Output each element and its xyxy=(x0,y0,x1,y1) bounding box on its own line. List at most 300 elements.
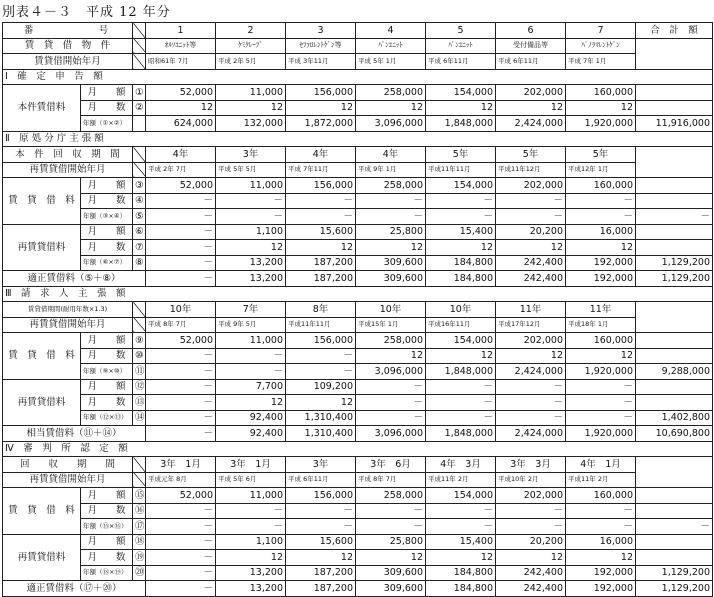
property-name: ﾊﾟﾉﾗﾏﾚﾝﾄｹﾞﾝ xyxy=(566,38,636,54)
period-value: 7年 xyxy=(216,302,286,318)
group-label: 再賃貸借料 xyxy=(3,379,81,426)
value-cell: 15,600 xyxy=(286,224,356,240)
value-cell: 192,000 xyxy=(566,565,636,581)
value-cell: 202,000 xyxy=(496,178,566,194)
value-cell: 13,200 xyxy=(216,255,286,271)
row-mark: ③ xyxy=(133,178,146,194)
value-cell: 2,424,000 xyxy=(496,364,566,380)
row-mark xyxy=(133,116,146,132)
row-label: 月 額 xyxy=(81,224,133,240)
value-cell: 12 xyxy=(426,348,496,364)
value-cell: － xyxy=(146,209,216,225)
value-cell: 20,200 xyxy=(496,224,566,240)
period-value: 5年 xyxy=(566,147,636,163)
row-mark: ⑱ xyxy=(133,534,146,550)
diagonal-cell xyxy=(133,23,146,39)
row-label: 月 額 xyxy=(81,379,133,395)
proper-row xyxy=(3,426,713,442)
value-cell: 12 xyxy=(216,240,286,256)
proper-value: 13,200 xyxy=(216,581,286,597)
row-label: 月 額 xyxy=(81,534,133,550)
value-cell: 160,000 xyxy=(566,178,636,194)
period-value: 10年 xyxy=(356,302,426,318)
value-cell: 12 xyxy=(216,395,286,411)
period-row xyxy=(3,302,713,318)
value-cell: － xyxy=(146,193,216,209)
row-label: 月 額 xyxy=(81,333,133,349)
group-label: 賃 貸 借 料 xyxy=(3,178,81,225)
value-cell: － xyxy=(426,193,496,209)
row-mark: ② xyxy=(133,100,146,116)
value-cell: － xyxy=(566,410,636,426)
value-cell: 154,000 xyxy=(426,488,496,504)
value-cell: 12 xyxy=(216,100,286,116)
value-cell: － xyxy=(286,519,356,535)
proper-value: 187,200 xyxy=(286,271,356,287)
total-label: 合 計 額 xyxy=(636,23,713,39)
value-cell: 16,000 xyxy=(566,224,636,240)
proper-row xyxy=(3,581,713,597)
value-row xyxy=(3,209,713,225)
proper-value: 309,600 xyxy=(356,581,426,597)
value-row xyxy=(3,488,713,504)
period-value: 5年 xyxy=(496,147,566,163)
restart-date: 平成17年12月 xyxy=(496,317,566,333)
proper-value: 192,000 xyxy=(566,581,636,597)
property-name: ﾊﾞﾝﾕﾆｯﾄ xyxy=(356,38,426,54)
value-cell: 242,400 xyxy=(496,565,566,581)
row-label: 年額（⑱×⑲） xyxy=(81,565,133,581)
value-cell: 11,000 xyxy=(216,488,286,504)
restart-date: 平成 6年11月 xyxy=(286,472,356,488)
value-cell: 92,400 xyxy=(216,410,286,426)
value-cell: 309,600 xyxy=(356,255,426,271)
total-cell xyxy=(636,85,713,101)
value-cell: 187,200 xyxy=(286,255,356,271)
value-cell: － xyxy=(566,193,636,209)
restart-date: 平成 7年11月 xyxy=(286,162,356,178)
group-label: 再賃貸借料 xyxy=(3,224,81,271)
restart-date: 平成 5年 5月 xyxy=(216,162,286,178)
row-label: 年額（⑥×⑦） xyxy=(81,255,133,271)
value-cell: 156,000 xyxy=(286,85,356,101)
row-label: 月 額 xyxy=(81,488,133,504)
value-cell: 52,000 xyxy=(146,333,216,349)
row-mark: ⑬ xyxy=(133,395,146,411)
start-date: 平成 3年11月 xyxy=(286,54,356,70)
column-number: 3 xyxy=(286,23,356,39)
total-cell xyxy=(636,534,713,550)
value-cell: － xyxy=(146,534,216,550)
restart-date: 平成 2年 7月 xyxy=(146,162,216,178)
property-name: ｾﾌｧﾛﾚﾝﾄｹﾞﾝ等 xyxy=(286,38,356,54)
value-row xyxy=(3,379,713,395)
value-cell: 12 xyxy=(286,100,356,116)
value-cell: 12 xyxy=(216,550,286,566)
value-cell: 154,000 xyxy=(426,178,496,194)
restart-date: 平成 9年 1月 xyxy=(356,162,426,178)
proper-value: 242,400 xyxy=(496,581,566,597)
value-cell: 12 xyxy=(286,395,356,411)
restart-date: 平成11年11月 xyxy=(426,162,496,178)
row-label: 年額（①×②） xyxy=(81,116,133,132)
value-cell: － xyxy=(286,193,356,209)
total-cell xyxy=(636,333,713,349)
restart-date: 平成 5年 6月 xyxy=(216,472,286,488)
proper-value: 92,400 xyxy=(216,426,286,442)
value-cell: － xyxy=(146,550,216,566)
proper-value: 1,920,000 xyxy=(566,426,636,442)
value-cell: 160,000 xyxy=(566,85,636,101)
value-cell: 15,600 xyxy=(286,534,356,550)
value-cell: 25,800 xyxy=(356,534,426,550)
property-name: ﾊﾞﾝﾕﾆｯﾄ xyxy=(426,38,496,54)
column-number: 2 xyxy=(216,23,286,39)
row-label: 月 数 xyxy=(81,395,133,411)
blank-cell xyxy=(636,457,713,488)
value-cell: 12 xyxy=(566,100,636,116)
row-label: 月 数 xyxy=(81,550,133,566)
period-value: 5年 xyxy=(426,147,496,163)
value-row xyxy=(3,224,713,240)
column-number: 1 xyxy=(146,23,216,39)
value-cell: － xyxy=(286,503,356,519)
restart-label: 再賃貸借開始年月 xyxy=(3,162,133,178)
period-value: 4年 3月 xyxy=(426,457,496,473)
value-cell: 1,100 xyxy=(216,534,286,550)
restart-row xyxy=(3,162,713,178)
restart-date: 平成11年 2月 xyxy=(426,472,496,488)
total-cell: － xyxy=(636,209,713,225)
value-cell: － xyxy=(426,410,496,426)
value-row xyxy=(3,333,713,349)
row-label: 年額（⑮×⑯） xyxy=(81,519,133,535)
row-mark: ⑦ xyxy=(133,240,146,256)
value-cell: 52,000 xyxy=(146,488,216,504)
value-row xyxy=(3,348,713,364)
value-cell: 202,000 xyxy=(496,85,566,101)
total-cell xyxy=(636,224,713,240)
diagonal-cell xyxy=(133,317,146,333)
proper-value: － xyxy=(146,426,216,442)
value-cell: 1,920,000 xyxy=(566,116,636,132)
value-cell: 11,000 xyxy=(216,85,286,101)
restart-date: 平成12年 1月 xyxy=(566,162,636,178)
start-label: 賃貸借開始年月 xyxy=(3,54,133,70)
value-cell: 184,800 xyxy=(426,255,496,271)
lease-table xyxy=(2,22,713,597)
total-cell xyxy=(636,503,713,519)
value-cell: 156,000 xyxy=(286,488,356,504)
start-date: 平成 2年 5月 xyxy=(216,54,286,70)
period-value: 3年 3月 xyxy=(496,457,566,473)
value-cell: 12 xyxy=(426,550,496,566)
value-cell: 52,000 xyxy=(146,178,216,194)
value-cell: － xyxy=(356,410,426,426)
value-cell: 202,000 xyxy=(496,488,566,504)
proper-value: － xyxy=(146,271,216,287)
restart-label: 再賃貸借開始年月 xyxy=(3,317,133,333)
value-row xyxy=(3,255,713,271)
value-cell: 12 xyxy=(356,348,426,364)
header-number-row xyxy=(3,23,713,39)
value-cell: － xyxy=(286,209,356,225)
blank-cell xyxy=(636,147,713,178)
value-cell: 52,000 xyxy=(146,85,216,101)
total-cell xyxy=(636,348,713,364)
value-cell: 13,200 xyxy=(216,565,286,581)
proper-row xyxy=(3,271,713,287)
value-cell: 624,000 xyxy=(146,116,216,132)
period-value: 4年 xyxy=(286,147,356,163)
value-cell: － xyxy=(496,379,566,395)
value-cell: － xyxy=(566,519,636,535)
restart-date: 平成11年 2月 xyxy=(566,472,636,488)
value-cell: 12 xyxy=(496,550,566,566)
value-cell: 11,000 xyxy=(216,178,286,194)
value-row xyxy=(3,100,713,116)
value-cell: 192,000 xyxy=(566,255,636,271)
value-cell: 132,000 xyxy=(216,116,286,132)
total-cell xyxy=(636,178,713,194)
value-cell: － xyxy=(426,503,496,519)
header-property-row xyxy=(3,38,713,54)
value-cell: 154,000 xyxy=(426,85,496,101)
value-cell: － xyxy=(426,209,496,225)
period-label: 本 件 回 収 期 間 xyxy=(3,147,133,163)
value-cell: 12 xyxy=(566,348,636,364)
total-cell xyxy=(636,240,713,256)
blank-cell xyxy=(636,302,713,333)
section-heading: Ⅲ 請 求 人 主 張 額 xyxy=(3,286,713,302)
period-value: 3年 6月 xyxy=(356,457,426,473)
total-cell xyxy=(636,100,713,116)
value-cell: 258,000 xyxy=(356,178,426,194)
column-number: 4 xyxy=(356,23,426,39)
value-row xyxy=(3,116,713,132)
row-mark: ⑤ xyxy=(133,209,146,225)
value-cell: 12 xyxy=(566,550,636,566)
total-cell: 1,402,800 xyxy=(636,410,713,426)
restart-date: 平成10年 2月 xyxy=(496,472,566,488)
value-row xyxy=(3,240,713,256)
restart-date: 平成 9年 5月 xyxy=(216,317,286,333)
total-cell xyxy=(636,193,713,209)
proper-value: 192,000 xyxy=(566,271,636,287)
period-value: 11年 xyxy=(566,302,636,318)
value-row xyxy=(3,565,713,581)
value-cell: － xyxy=(566,395,636,411)
period-label: 回 収 期 間 xyxy=(3,457,133,473)
total-cell: 11,916,000 xyxy=(636,116,713,132)
property-name: ｵﾙｿﾕﾆｯﾄ等 xyxy=(146,38,216,54)
value-cell: 12 xyxy=(356,100,426,116)
value-cell: 258,000 xyxy=(356,333,426,349)
row-mark: ⑳ xyxy=(133,565,146,581)
total-cell: － xyxy=(636,519,713,535)
value-cell: 160,000 xyxy=(566,333,636,349)
value-cell: － xyxy=(216,519,286,535)
row-mark: ④ xyxy=(133,193,146,209)
value-cell: － xyxy=(286,364,356,380)
row-mark: ⑩ xyxy=(133,348,146,364)
row-label: 月 数 xyxy=(81,193,133,209)
restart-date: 平成16年11月 xyxy=(426,317,496,333)
period-value: 4年 1月 xyxy=(566,457,636,473)
restart-label: 再賃貸借開始年月 xyxy=(3,472,133,488)
proper-value: 309,600 xyxy=(356,271,426,287)
value-cell: 7,700 xyxy=(216,379,286,395)
value-cell: － xyxy=(426,519,496,535)
value-row xyxy=(3,395,713,411)
value-row xyxy=(3,503,713,519)
value-cell: 12 xyxy=(356,240,426,256)
total-cell xyxy=(636,488,713,504)
start-date: 平成 7年 1月 xyxy=(566,54,636,70)
restart-date: 平成15年 1月 xyxy=(356,317,426,333)
row-mark: ⑯ xyxy=(133,503,146,519)
value-cell: 1,848,000 xyxy=(426,364,496,380)
value-cell: 1,848,000 xyxy=(426,116,496,132)
period-label: 賃貸借期間(耐用年数×1.3) xyxy=(3,302,133,318)
value-cell: － xyxy=(146,348,216,364)
value-row xyxy=(3,364,713,380)
value-cell: － xyxy=(146,240,216,256)
period-value: 3年 1月 xyxy=(146,457,216,473)
property-name: 受付備品等 xyxy=(496,38,566,54)
row-label: 月 数 xyxy=(81,348,133,364)
proper-value: 3,096,000 xyxy=(356,426,426,442)
start-date: 平成 6年11月 xyxy=(426,54,496,70)
value-cell: 184,800 xyxy=(426,565,496,581)
value-cell: 258,000 xyxy=(356,488,426,504)
value-cell: － xyxy=(496,193,566,209)
row-mark: ① xyxy=(133,85,146,101)
section-heading: Ⅳ 審 判 所 認 定 額 xyxy=(3,441,713,457)
period-value: 3年 1月 xyxy=(216,457,286,473)
section-heading-row xyxy=(3,286,713,302)
total-cell: 9,288,000 xyxy=(636,364,713,380)
restart-date: 平成 8年 7月 xyxy=(356,472,426,488)
row-label: 月 数 xyxy=(81,503,133,519)
proper-value: 1,310,400 xyxy=(286,426,356,442)
value-cell: － xyxy=(356,379,426,395)
value-cell: 1,100 xyxy=(216,224,286,240)
row-label: 年額（⑨×⑩） xyxy=(81,364,133,380)
proper-label: 適正賃借料（⑰＋⑳） xyxy=(3,581,146,597)
value-cell: － xyxy=(356,209,426,225)
proper-value: 13,200 xyxy=(216,271,286,287)
column-number: 6 xyxy=(496,23,566,39)
value-row xyxy=(3,534,713,550)
proper-total: 10,690,800 xyxy=(636,426,713,442)
period-value: 10年 xyxy=(146,302,216,318)
diagonal-cell xyxy=(133,147,146,163)
proper-value: 242,400 xyxy=(496,271,566,287)
group-label: 本件賃借料 xyxy=(3,85,81,132)
value-cell: 12 xyxy=(496,348,566,364)
number-label: 番 号 xyxy=(3,23,133,39)
value-cell: － xyxy=(496,519,566,535)
proper-value: 187,200 xyxy=(286,581,356,597)
property-label: 賃 貸 借 物 件 xyxy=(3,38,133,54)
value-cell: － xyxy=(426,379,496,395)
value-cell: － xyxy=(146,364,216,380)
proper-total: 1,129,200 xyxy=(636,581,713,597)
diagonal-cell xyxy=(133,54,146,70)
document-title: 別表４－３ 平成 12 年分 xyxy=(2,5,171,20)
proper-label: 相当賃借料（⑪＋⑭） xyxy=(3,426,146,442)
diagonal-cell xyxy=(133,472,146,488)
diagonal-cell xyxy=(133,302,146,318)
value-cell: 258,000 xyxy=(356,85,426,101)
value-cell: － xyxy=(496,209,566,225)
section-heading: Ⅰ 確 定 申 告 額 xyxy=(3,69,713,85)
value-cell: － xyxy=(146,255,216,271)
diagonal-cell xyxy=(133,162,146,178)
value-cell: 160,000 xyxy=(566,488,636,504)
proper-value: 184,800 xyxy=(426,271,496,287)
row-mark: ⑭ xyxy=(133,410,146,426)
property-name: ｹﾐｸﾚｰﾌﾞ xyxy=(216,38,286,54)
value-cell: － xyxy=(286,348,356,364)
restart-row xyxy=(3,317,713,333)
value-cell: － xyxy=(146,395,216,411)
value-cell: 15,400 xyxy=(426,534,496,550)
value-cell: － xyxy=(356,503,426,519)
column-number: 7 xyxy=(566,23,636,39)
value-cell: － xyxy=(216,503,286,519)
value-row xyxy=(3,85,713,101)
value-cell: － xyxy=(356,519,426,535)
row-mark: ⑲ xyxy=(133,550,146,566)
restart-date: 平成 8年 7月 xyxy=(146,317,216,333)
value-cell: 12 xyxy=(356,550,426,566)
restart-row xyxy=(3,472,713,488)
restart-date: 平成18年 1月 xyxy=(566,317,636,333)
row-label: 月 額 xyxy=(81,178,133,194)
value-cell: － xyxy=(566,209,636,225)
row-label: 年額（⑫×⑬） xyxy=(81,410,133,426)
value-cell: － xyxy=(146,503,216,519)
value-row xyxy=(3,193,713,209)
start-date: 平成 5年 1月 xyxy=(356,54,426,70)
value-cell: － xyxy=(146,224,216,240)
value-row xyxy=(3,410,713,426)
value-cell: 3,096,000 xyxy=(356,116,426,132)
row-label: 月 数 xyxy=(81,100,133,116)
value-cell: － xyxy=(566,379,636,395)
value-cell: 12 xyxy=(286,240,356,256)
period-row xyxy=(3,457,713,473)
value-cell: 242,400 xyxy=(496,255,566,271)
start-date: 昭和61年 7月 xyxy=(146,54,216,70)
row-label: 年額（③×④） xyxy=(81,209,133,225)
total-cell xyxy=(636,379,713,395)
period-value: 11年 xyxy=(496,302,566,318)
value-cell: － xyxy=(496,410,566,426)
proper-total: 1,129,200 xyxy=(636,271,713,287)
group-label: 賃 貸 借 料 xyxy=(3,333,81,380)
value-cell: 1,920,000 xyxy=(566,364,636,380)
value-cell: 12 xyxy=(496,100,566,116)
restart-date: 平成11年11月 xyxy=(286,317,356,333)
value-row xyxy=(3,519,713,535)
value-cell: － xyxy=(146,379,216,395)
value-cell: － xyxy=(216,209,286,225)
value-cell: － xyxy=(146,565,216,581)
row-label: 月 数 xyxy=(81,240,133,256)
